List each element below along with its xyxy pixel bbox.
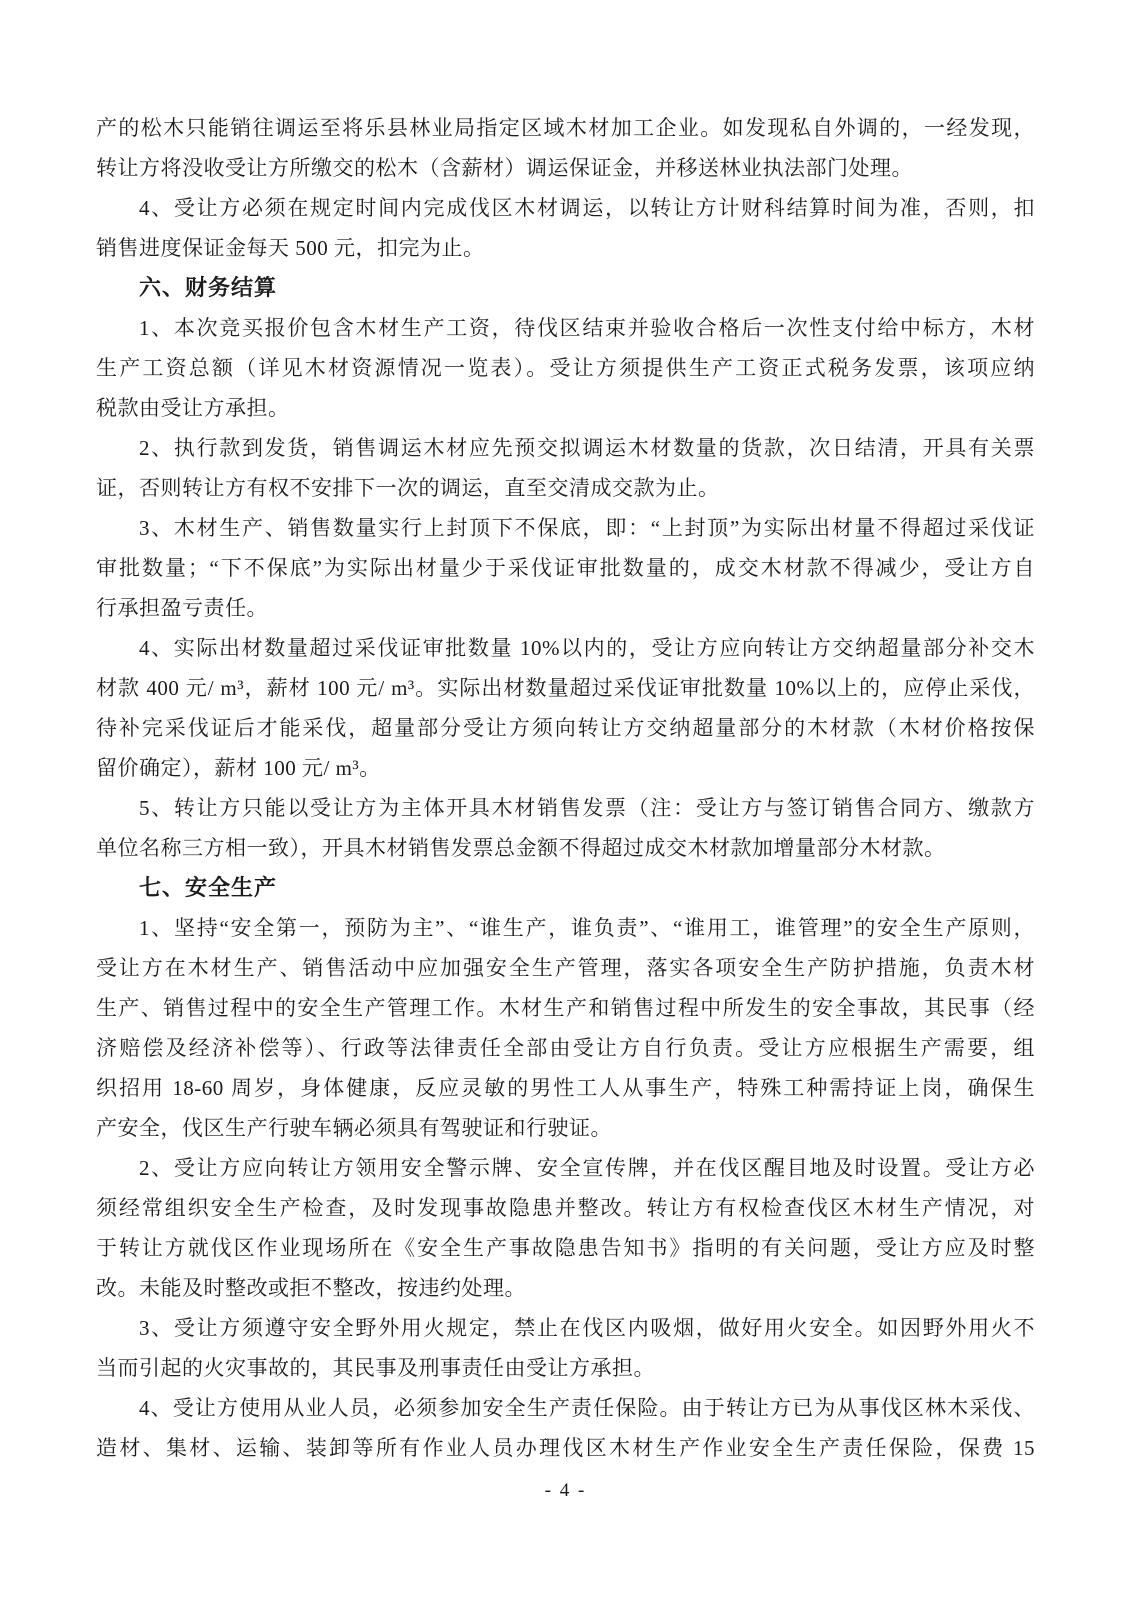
text-line: 3、木材生产、销售数量实行上封顶下不保底，即：“上封顶”为实际出材量不得超过采伐证 [139,516,1035,540]
text-line: 受让方在木材生产、销售活动中应加强安全生产管理，落实各项安全生产防护措施，负责木材 [96,956,1035,980]
text-line: 须经常组织安全生产检查，及时发现事故隐患并整改。转让方有权检查伐区木材生产情况，对 [96,1196,1035,1220]
text-line: 行承担盈亏责任。 [96,596,268,620]
text-line: 5、转让方只能以受让方为主体开具木材销售发票（注：受让方与签订销售合同方、缴款方 [139,796,1035,820]
text-line: 1、坚持“安全第一，预防为主”、“谁生产，谁负责”、“谁用工，谁管理”的安全生产原则， [139,916,1035,940]
text-line: 1、本次竞买报价包含木材生产工资，待伐区结束并验收合格后一次性支付给中标方，木材 [139,316,1035,340]
section-heading: 六、财务结算 [139,275,278,300]
text-line: 2、执行款到发货，销售调运木材应先预交拟调运木材数量的货款，次日结清，开具有关票 [139,436,1035,460]
text-line: 织招用 18-60 周岁，身体健康，反应灵敏的男性工人从事生产，特殊工种需持证上岗，确保生 [96,1076,1035,1100]
text-line: 生产、销售过程中的安全生产管理工作。木材生产和销售过程中所发生的安全事故，其民事（经 [96,996,1035,1020]
text-line: 产的松木只能销往调运至将乐县林业局指定区域木材加工企业。如发现私自外调的，一经发现， [96,116,1035,140]
text-line: 材款 400 元/ m³，薪材 100 元/ m³。实际出材数量超过采伐证审批数量 10%以上的，应停止采伐， [96,676,1035,700]
document-body [96,108,1035,1468]
text-line: 税款由受让方承担。 [96,396,290,420]
text-line: 4、受让方使用从业人员，必须参加安全生产责任保险。由于转让方已为从事伐区林木采伐、 [139,1396,1035,1420]
text-line: 2、受让方应向转让方领用安全警示牌、安全宣传牌，并在伐区醒目地及时设置。受让方必 [139,1156,1035,1180]
text-line: 单位名称三方相一致），开具木材销售发票总金额不得超过成交木材款加增量部分木材款。 [96,836,946,860]
text-line: 济赔偿及经济补偿等）、行政等法律责任全部由受让方自行负责。受让方应根据生产需要，组 [96,1036,1035,1060]
text-line: 证，否则转让方有权不安排下一次的调运，直至交清成交款为止。 [96,476,720,500]
text-line: 转让方将没收受让方所缴交的松木（含薪材）调运保证金，并移送林业执法部门处理。 [96,156,913,180]
section-heading: 七、安全生产 [139,875,278,900]
text-line: 3、受让方须遵守安全野外用火规定，禁止在伐区内吸烟，做好用火安全。如因野外用火不 [139,1316,1035,1340]
text-line: 4、实际出材数量超过采伐证审批数量 10%以内的，受让方应向转让方交纳超量部分补交木 [139,636,1035,660]
text-line: 于转让方就伐区作业现场所在《安全生产事故隐患告知书》指明的有关问题，受让方应及时整 [96,1236,1035,1260]
text-line: 当而引起的火灾事故的，其民事及刑事责任由受让方承担。 [96,1356,655,1380]
page-footer [0,1478,1131,1504]
text-line: 审批数量；“下不保底”为实际出材量少于采伐证审批数量的，成交木材款不得减少，受让方自 [96,556,1035,580]
text-line: 产安全，伐区生产行驶车辆必须具有驾驶证和行驶证。 [96,1116,612,1140]
text-line: 销售进度保证金每天 500 元，扣完为止。 [96,236,485,260]
text-line: 待补完采伐证后才能采伐，超量部分受让方须向转让方交纳超量部分的木材款（木材价格按保 [96,716,1035,740]
text-line: 改。未能及时整改或拒不整改，按违约处理。 [96,1276,526,1300]
text-line: 造材、集材、运输、装卸等所有作业人员办理伐区木材生产作业安全生产责任保险，保费 15 [96,1436,1035,1460]
text-line: 留价确定），薪材 100 元/ m³。 [96,756,381,780]
text-line: 4、受让方必须在规定时间内完成伐区木材调运，以转让方计财科结算时间为准，否则，扣 [139,196,1035,220]
text-line: 生产工资总额（详见木材资源情况一览表）。受让方须提供生产工资正式税务发票，该项应纳 [96,356,1035,380]
page-number: - 4 - [544,1480,587,1501]
